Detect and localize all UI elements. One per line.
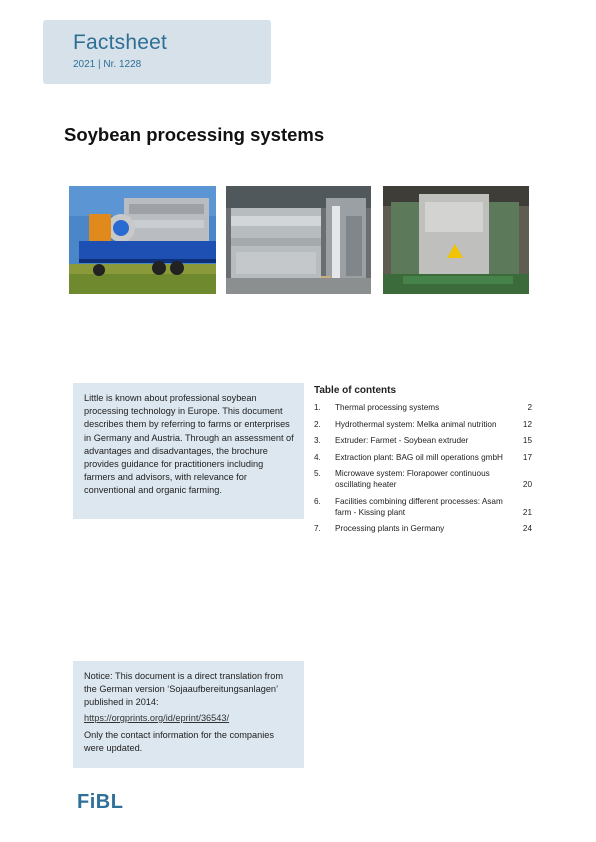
toc-item-number: 4. bbox=[314, 452, 321, 462]
photo-mobile-trailer bbox=[69, 186, 216, 294]
toc-item[interactable] bbox=[314, 496, 536, 518]
notice-text: Notice: This document is a direct translation from the German version ‘Sojaaufbereitungsanlagen’ published in 2014: bbox=[84, 671, 283, 707]
toc-item-number: 5. bbox=[314, 469, 321, 478]
intro-summary-box bbox=[73, 383, 304, 519]
photo-hydrothermal-plant bbox=[226, 186, 371, 294]
toc-item-label: Extraction plant: BAG oil mill operations gmbH bbox=[335, 452, 503, 462]
header-subtitle: 2021 | Nr. 1228 bbox=[73, 59, 142, 70]
toc-item[interactable] bbox=[314, 435, 536, 446]
table-of-contents bbox=[314, 385, 536, 540]
toc-item-label: Facilities combining different processes: Asam farm - Kissing plant bbox=[335, 496, 503, 517]
toc-item-page: 24 bbox=[522, 524, 532, 533]
toc-item[interactable] bbox=[314, 468, 536, 490]
toc-item-label: Microwave system: Florapower continuous oscillating heater bbox=[335, 469, 490, 489]
toc-item[interactable] bbox=[314, 523, 536, 534]
toc-item-page: 17 bbox=[522, 452, 532, 462]
toc-item-label: Processing plants in Germany bbox=[335, 524, 445, 533]
fibl-logo: FiBL bbox=[77, 791, 124, 813]
toc-item-page: 20 bbox=[522, 480, 532, 489]
notice-footer-text: Only the contact information for the companies were updated. bbox=[84, 730, 274, 753]
orgprints-link[interactable]: https://orgprints.org/id/eprint/36543/ bbox=[84, 713, 230, 723]
intro-text: Little is known about professional soybean processing technology in Europe. This document describes them by referring to farms or enterprises in Germany and Austria. Through an assessment of advantages and disadvantages, the brochure provides guidance for practitioners including farmers and advisors, with relevance for conventional and organic farming. bbox=[84, 393, 294, 496]
toc-item-page: 12 bbox=[522, 419, 532, 429]
document-title: Soybean processing systems bbox=[64, 124, 325, 145]
factsheet-header bbox=[43, 20, 271, 84]
toc-heading: Table of contents bbox=[314, 385, 397, 396]
translation-notice-box bbox=[73, 661, 304, 768]
toc-item[interactable] bbox=[314, 419, 536, 430]
toc-item-number: 3. bbox=[314, 436, 321, 445]
toc-item[interactable] bbox=[314, 402, 536, 413]
header-title: Factsheet bbox=[73, 31, 168, 54]
toc-item-label: Extruder: Farmet - Soybean extruder bbox=[335, 436, 469, 445]
toc-item-number: 2. bbox=[314, 419, 321, 429]
toc-item[interactable] bbox=[314, 452, 536, 463]
toc-item-label: Hydrothermal system: Melka animal nutrition bbox=[335, 419, 497, 429]
toc-item-page: 15 bbox=[522, 436, 532, 445]
photo-extruder bbox=[383, 186, 529, 294]
toc-item-label: Thermal processing systems bbox=[335, 403, 440, 412]
toc-item-number: 7. bbox=[314, 524, 321, 533]
toc-item-page: 2 bbox=[527, 403, 532, 412]
toc-item-number: 1. bbox=[314, 403, 321, 412]
toc-item-number: 6. bbox=[314, 496, 321, 506]
toc-item-page: 21 bbox=[522, 507, 532, 517]
